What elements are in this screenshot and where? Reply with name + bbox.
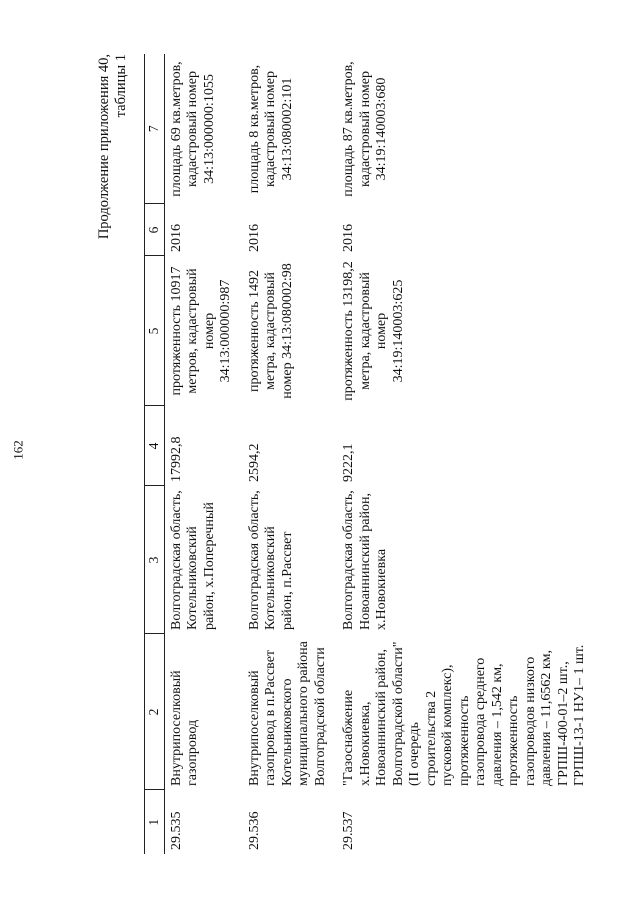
column-header: 5 bbox=[145, 256, 165, 406]
column-header: 7 bbox=[145, 54, 165, 204]
object-cost: 2594,2 bbox=[246, 443, 262, 482]
column-header: 6 bbox=[145, 204, 165, 256]
header-row bbox=[145, 54, 165, 854]
object-length: протяженность 10917 метров, кадастровый номер 34:13:000000:987 bbox=[168, 266, 233, 396]
object-cost: 17992,8 bbox=[168, 436, 184, 482]
object-length: протяженность 13198,2 метра, кадастровый номер 34:19:140003:625 bbox=[341, 261, 406, 401]
appendix-header bbox=[96, 54, 130, 374]
page-number: 162 bbox=[10, 440, 26, 460]
object-name: Внутрипоселковый газопровод bbox=[168, 670, 200, 786]
column-header: 2 bbox=[145, 634, 165, 790]
table-row bbox=[164, 54, 243, 854]
object-year: 2016 bbox=[246, 224, 262, 252]
object-address: Волгоградская область, Новоаннинский район, х.Новокиевка bbox=[341, 490, 389, 630]
column-header: 1 bbox=[146, 818, 161, 826]
rotated-page-content bbox=[96, 54, 586, 854]
row-number: 29.537 bbox=[341, 811, 356, 850]
objects-table bbox=[144, 54, 597, 854]
table-row bbox=[243, 54, 338, 854]
object-area: площадь 87 кв.метров, кадастровый номер 34:19:140003:680 bbox=[341, 61, 389, 197]
object-year: 2016 bbox=[168, 224, 184, 252]
column-header: 4 bbox=[145, 406, 165, 486]
object-cost: 9222,1 bbox=[341, 443, 356, 482]
table-header bbox=[145, 54, 165, 854]
header-line-2: таблицы 1 bbox=[113, 54, 129, 118]
row-number: 29.536 bbox=[246, 811, 262, 850]
table-row bbox=[337, 54, 597, 854]
object-name: "Газоснабжение х.Новокиевка, Новоаннинский район, Волгоградской области" (II очередь строительства 2 пусковой комплекс), протяженность газопровода среднего давления – 1,542 км, протяженность газопроводов низкого давления – 11,6562 км, ГРПШ-400-01–2 шт., ГРПШ-13-1 НУ1– 1 шт. bbox=[341, 641, 587, 786]
column-header: 3 bbox=[145, 486, 165, 634]
row-number: 29.535 bbox=[168, 811, 184, 850]
object-address: Волгоградская область, Котельниковский район, х.Поперечный bbox=[168, 490, 217, 630]
header-line-1: Продолжение приложения 40, bbox=[96, 54, 112, 240]
object-year: 2016 bbox=[341, 224, 356, 252]
object-length: протяженность 1492 метра, кадастровый номер 34:13:080002:98 bbox=[246, 263, 295, 399]
object-area: площадь 8 кв.метров, кадастровый номер 34:13:080002:101 bbox=[246, 64, 295, 194]
object-address: Волгоградская область, Котельниковский район, п.Рассвет bbox=[246, 490, 295, 630]
object-area: площадь 69 кв.метров, кадастровый номер 34:13:000000:1055 bbox=[168, 61, 217, 197]
object-name: Внутрипоселковый газопровод в п.Рассвет Котельниковского муниципального района Волгоградской области bbox=[246, 641, 328, 786]
